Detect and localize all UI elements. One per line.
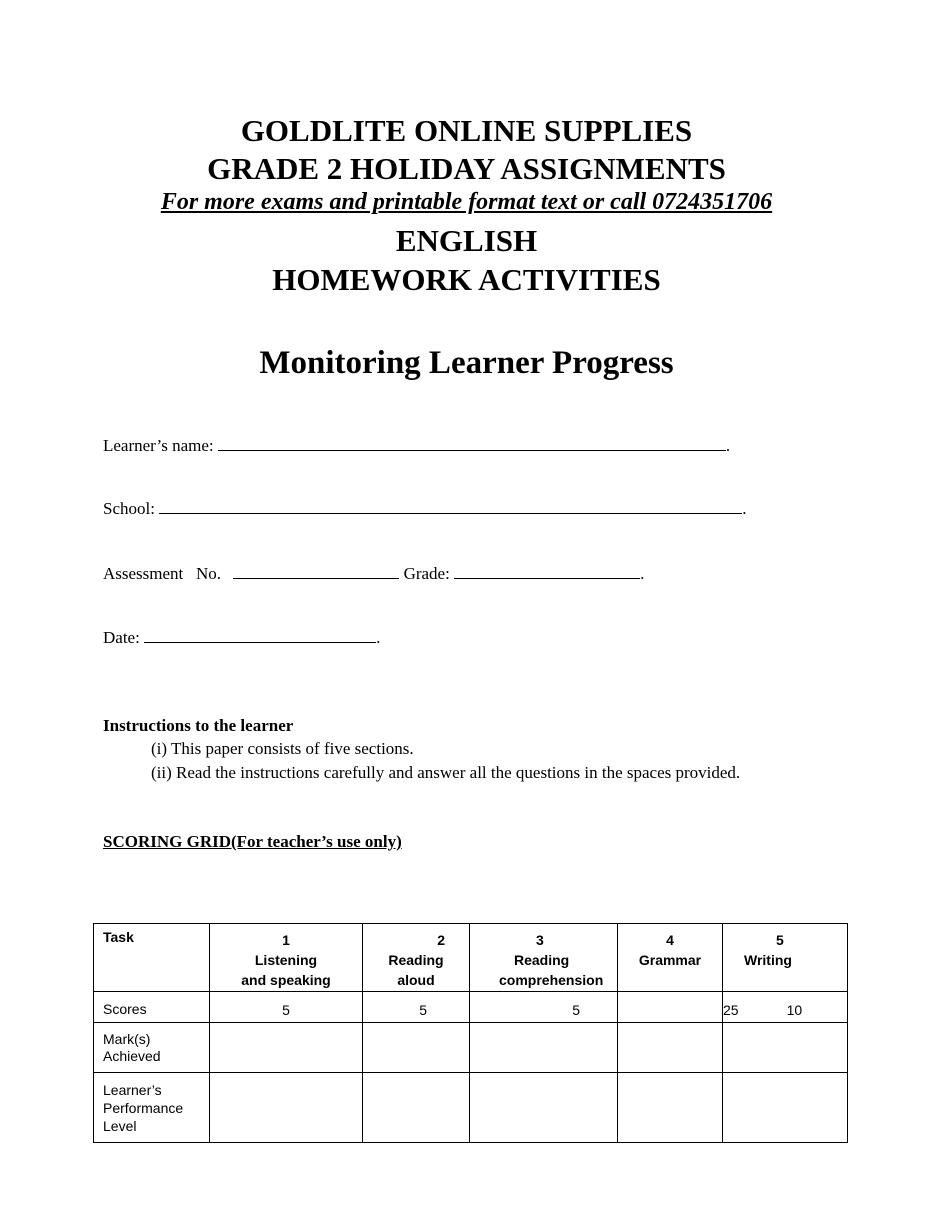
task-number: 4	[666, 932, 674, 948]
level-label-line2: Performance	[103, 1100, 184, 1116]
school-terminator: .	[742, 499, 747, 518]
scores-label: Scores	[94, 992, 210, 1023]
task-name-line2: comprehension	[499, 972, 604, 988]
level-cell[interactable]	[723, 1073, 848, 1143]
writing-score-b: 10	[786, 1002, 803, 1018]
contact-line: For more exams and printable format text or call 0724351706	[160, 189, 773, 215]
task-name-line1: Listening	[254, 952, 318, 968]
score-cell: 5	[470, 992, 618, 1023]
assessment-label: Assessment No.	[103, 564, 222, 583]
company-title: GOLDLITE ONLINE SUPPLIES	[240, 113, 693, 148]
score-cell: 5	[210, 992, 363, 1023]
subject-title: ENGLISH	[395, 223, 538, 258]
marks-label-line1: Mark(s)	[103, 1031, 151, 1047]
scoring-grid-title: SCORING GRID(For teacher’s use only)	[103, 832, 402, 851]
level-label	[94, 1073, 210, 1143]
date-terminator: .	[376, 628, 381, 647]
task-header-3	[470, 924, 618, 992]
task-header-4	[618, 924, 723, 992]
task-name-line1: Grammar	[638, 952, 702, 968]
learner-name-terminator: .	[725, 436, 731, 455]
level-cell[interactable]	[363, 1073, 470, 1143]
task-number: 3	[536, 932, 544, 948]
instructions-title: Instructions to the learner	[103, 716, 294, 735]
scoring-grid	[93, 923, 848, 1143]
mark-cell[interactable]	[210, 1023, 363, 1073]
task-label: Task	[103, 929, 134, 945]
task-name-line1: Reading	[514, 952, 570, 968]
task-number: 1	[282, 932, 290, 948]
task-name-line1: Writing	[744, 952, 792, 968]
learner-name-field	[103, 436, 730, 456]
writing-score-a: 25	[723, 1002, 739, 1018]
task-header-1	[210, 924, 363, 992]
task-number: 5	[776, 932, 784, 948]
assessment-blank[interactable]	[233, 564, 399, 579]
date-blank[interactable]	[144, 628, 376, 643]
scores-row	[94, 992, 848, 1023]
score-cell	[723, 992, 848, 1023]
level-cell[interactable]	[618, 1073, 723, 1143]
task-name-line2: and speaking	[241, 972, 331, 988]
date-field	[103, 628, 380, 648]
assignment-title: GRADE 2 HOLIDAY ASSIGNMENTS	[207, 151, 726, 186]
mark-cell[interactable]	[363, 1023, 470, 1073]
mark-cell[interactable]	[618, 1023, 723, 1073]
page-title: Monitoring Learner Progress	[259, 345, 674, 381]
mark-cell[interactable]	[723, 1023, 848, 1073]
task-label-cell	[94, 924, 210, 992]
assessment-field	[103, 564, 644, 584]
level-row	[94, 1073, 848, 1143]
date-label: Date:	[103, 628, 140, 647]
learner-name-label: Learner’s name:	[103, 436, 214, 455]
grade-terminator: .	[640, 564, 645, 583]
task-name-line2: aloud	[397, 972, 435, 988]
grade-blank[interactable]	[454, 564, 640, 579]
level-label-line3: Level	[103, 1118, 137, 1134]
instruction-item: (i) This paper consists of five sections.	[151, 739, 414, 758]
task-number: 2	[437, 932, 445, 948]
school-blank[interactable]	[159, 499, 742, 514]
grid-header-row	[94, 924, 848, 992]
grade-label: Grade:	[403, 564, 450, 583]
level-cell[interactable]	[210, 1073, 363, 1143]
mark-cell[interactable]	[470, 1023, 618, 1073]
task-header-2	[363, 924, 470, 992]
marks-label	[94, 1023, 210, 1073]
learner-name-blank[interactable]	[218, 436, 726, 451]
instruction-item: (ii) Read the instructions carefully and answer all the questions in the spaces provided.	[151, 763, 741, 782]
task-name-line1: Reading	[388, 952, 444, 968]
marks-label-line2: Achieved	[103, 1048, 161, 1064]
marks-row	[94, 1023, 848, 1073]
school-label: School:	[103, 499, 155, 518]
task-header-5	[723, 924, 848, 992]
activity-title: HOMEWORK ACTIVITIES	[272, 262, 661, 297]
school-field	[103, 499, 746, 519]
score-cell: 5	[363, 992, 470, 1023]
level-cell[interactable]	[470, 1073, 618, 1143]
score-cell	[618, 992, 723, 1023]
level-label-line1: Learner’s	[103, 1082, 162, 1098]
